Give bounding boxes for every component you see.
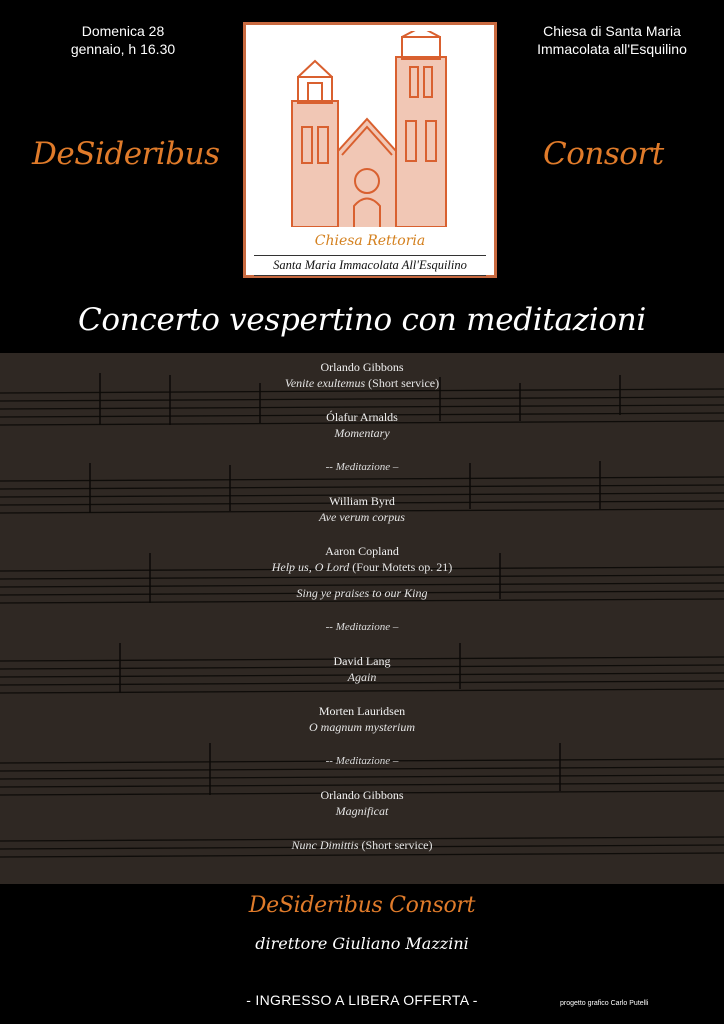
work: O magnum mysterium	[309, 720, 415, 734]
ensemble-name: DeSideribus Consort	[248, 893, 476, 918]
program-entry	[0, 837, 724, 853]
concert-title: Concerto vespertino con meditazioni	[77, 302, 647, 338]
composer: Orlando Gibbons	[320, 788, 404, 802]
director-line: direttore Giuliano Mazzini	[255, 934, 469, 953]
program-entry	[0, 493, 724, 525]
program-entry	[0, 653, 724, 685]
work: Ave verum corpus	[319, 510, 405, 524]
work: Magnificat	[335, 804, 389, 818]
composer: Morten Lauridsen	[318, 704, 406, 718]
design-credit: progetto grafico Carlo Putelli	[560, 1000, 649, 1007]
program-entry	[0, 409, 724, 441]
event-place: Chiesa di Santa Maria Immacolata all'Esquilino	[537, 23, 687, 57]
program-entry	[0, 543, 724, 575]
work: Again	[347, 670, 377, 684]
work: Momentary	[334, 426, 390, 440]
work: Sing ye praises to our King	[296, 586, 428, 600]
program-entry	[0, 787, 724, 819]
meditation-break: -- Meditazione –	[325, 461, 399, 473]
program-entry	[0, 703, 724, 735]
composer: William Byrd	[329, 494, 395, 508]
program-entry	[0, 359, 724, 391]
composer: Orlando Gibbons	[320, 360, 404, 374]
work: Nunc Dimittis (Short service)	[291, 838, 433, 852]
work: Venite exultemus (Short service)	[284, 376, 440, 390]
composer: Ólafur Arnalds	[326, 410, 398, 424]
event-date: Domenica 28 gennaio, h 16.30	[70, 23, 176, 57]
composer: David Lang	[333, 654, 391, 668]
church-facade-icon	[270, 31, 470, 227]
program-entry	[0, 585, 724, 601]
group-name-right: Consort	[543, 136, 664, 172]
logo-church-name: Santa Maria Immacolata All'Esquilino	[254, 255, 486, 276]
meditation-break: -- Meditazione –	[325, 755, 399, 767]
group-name-left: DeSideribus	[32, 136, 220, 172]
composer: Aaron Copland	[325, 544, 399, 558]
meditation-break: -- Meditazione –	[325, 621, 399, 633]
entry-note: - INGRESSO A LIBERA OFFERTA -	[246, 992, 478, 1008]
concert-program	[0, 359, 724, 871]
church-logo	[243, 22, 497, 278]
work: Help us, O Lord (Four Motets op. 21)	[271, 560, 453, 574]
logo-subtitle: Chiesa Rettoria	[314, 233, 426, 249]
